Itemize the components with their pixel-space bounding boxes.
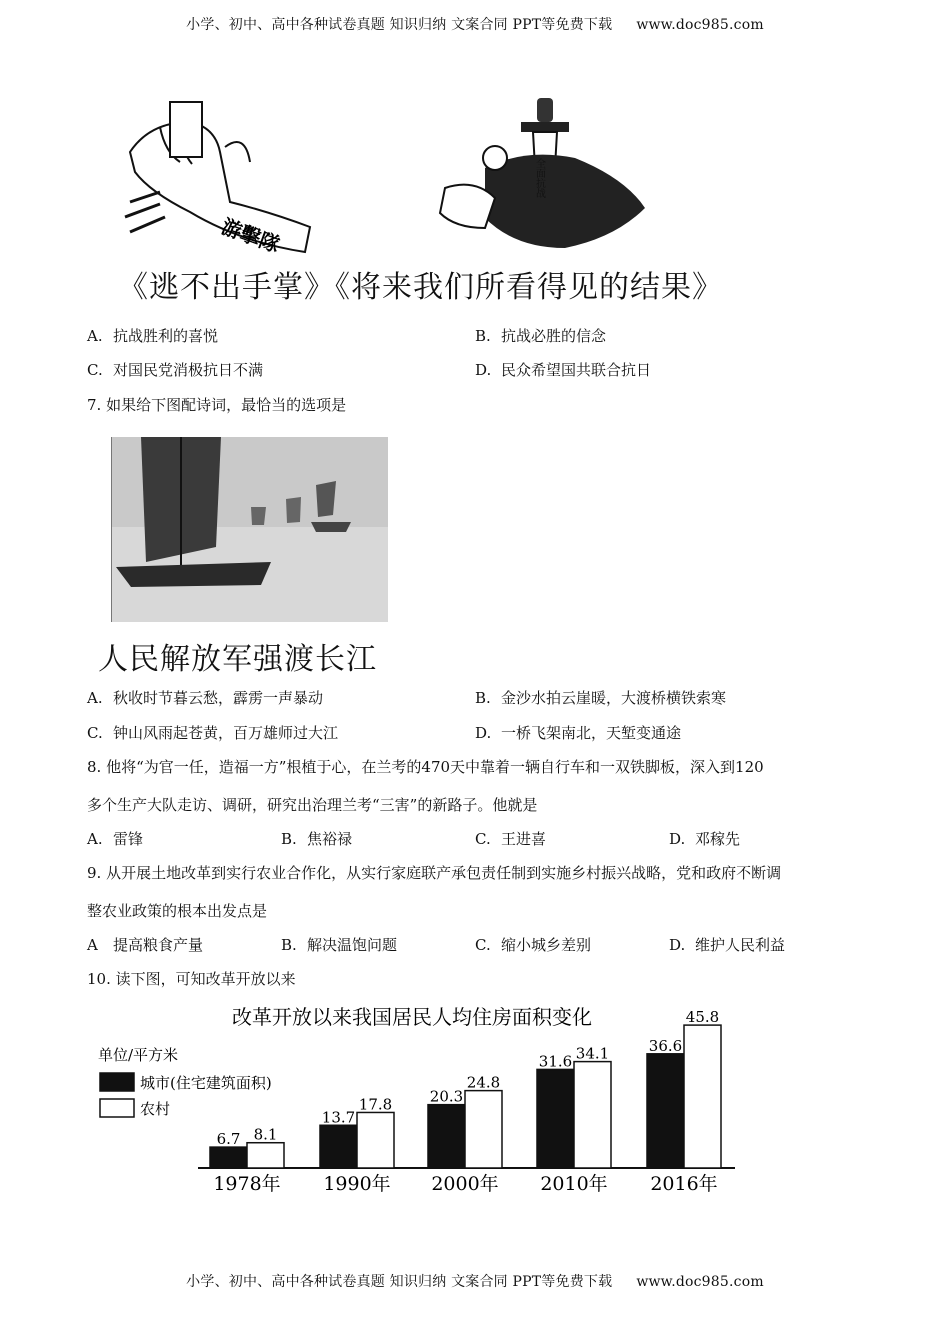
- cartoon-caption: 《逃不出手掌》《将来我们所看得见的结果》: [118, 270, 723, 305]
- q6-option-d[interactable]: D. 民众希望国共联合抗日: [475, 361, 652, 379]
- data-label-city-2010年: 31.6: [538, 1052, 573, 1071]
- data-label-rural-2000年: 24.8: [466, 1073, 501, 1092]
- legend-label-rural: 农村: [140, 1100, 171, 1118]
- q9-option-b[interactable]: B. 解决温饱问题: [281, 936, 398, 954]
- x-tick-label-1990年: 1990年: [323, 1173, 391, 1195]
- bar-city-2016年: [647, 1054, 684, 1168]
- cartoon-sword: [425, 98, 655, 268]
- q10-stem: 10. 读下图，可知改革开放以来: [87, 970, 296, 988]
- page-header: [0, 14, 950, 34]
- q7-stem: 7. 如果给下图配诗词，最恰当的选项是: [87, 396, 347, 414]
- q8-option-d[interactable]: D. 邓稼先: [669, 830, 741, 848]
- q6-option-a[interactable]: A. 抗战胜利的喜悦: [87, 327, 219, 345]
- q7-option-d[interactable]: D. 一桥飞架南北，天堑变通途: [475, 724, 682, 742]
- header-text: 小学、初中、高中各种试卷真题 知识归纳 文案合同 PPT等免费下载: [186, 17, 613, 33]
- bar-city-1978年: [210, 1147, 247, 1168]
- x-tick-label-2000年: 2000年: [431, 1173, 499, 1195]
- bar-city-1990年: [320, 1125, 357, 1168]
- bar-rural-2010年: [574, 1062, 611, 1168]
- footer-text: 小学、初中、高中各种试卷真题 知识归纳 文案合同 PPT等免费下载: [186, 1274, 613, 1290]
- data-label-rural-2010年: 34.1: [575, 1044, 610, 1063]
- legend-swatch-rural: [100, 1099, 134, 1117]
- q9-stem-line1: 9. 从开展土地改革到实行农业合作化，从实行家庭联产承包责任制到实施乡村振兴战略，党和政府不断调: [87, 864, 782, 882]
- x-tick-label-2010年: 2010年: [540, 1173, 608, 1195]
- chart-unit-label: 单位/平方米: [98, 1046, 179, 1064]
- bar-city-2010年: [537, 1069, 574, 1168]
- bar-rural-2016年: [684, 1025, 721, 1168]
- x-tick-label-1978年: 1978年: [213, 1173, 281, 1195]
- q8-option-c[interactable]: C. 王进喜: [475, 830, 547, 848]
- chart-title: 改革开放以来我国居民人均住房面积变化: [232, 1005, 592, 1029]
- q8-stem-line2: 多个生产大队走访、调研，研究出治理兰考“三害”的新路子。他就是: [87, 796, 538, 814]
- q6-option-c[interactable]: C. 对国民党消极抗日不满: [87, 361, 264, 379]
- q7-option-b[interactable]: B. 金沙水拍云崖暖，大渡桥横铁索寒: [475, 689, 727, 707]
- x-tick-label-2016年: 2016年: [650, 1173, 718, 1195]
- data-label-city-2016年: 36.6: [648, 1036, 683, 1055]
- photo-caption: 人民解放军强渡长江: [98, 642, 377, 677]
- bar-rural-1978年: [247, 1143, 284, 1168]
- q9-option-d[interactable]: D. 维护人民利益: [669, 936, 786, 954]
- hand-label: 游擊隊: [218, 214, 283, 258]
- sword-label: 全面抗战: [533, 158, 545, 198]
- q9-option-a[interactable]: A 提高粮食产量: [87, 936, 204, 954]
- data-label-rural-2016年: 45.8: [685, 1008, 720, 1027]
- bar-rural-2000年: [465, 1091, 502, 1168]
- q7-option-c[interactable]: C. 钟山风雨起苍黄，百万雄师过大江: [87, 724, 339, 742]
- footer-site: www.doc985.com: [636, 1274, 764, 1290]
- page-footer: [0, 1271, 950, 1291]
- q6-option-b[interactable]: B. 抗战必胜的信念: [475, 327, 607, 345]
- cartoon-hand: [120, 92, 320, 262]
- bar-rural-1990年: [357, 1112, 394, 1168]
- q8-stem-line1: 8. 他将“为官一任，造福一方”根植于心，在兰考的470天中靠着一辆自行车和一双铁脚板，深入到120: [87, 758, 764, 776]
- legend-label-city: 城市(住宅建筑面积): [140, 1074, 272, 1092]
- data-label-rural-1978年: 8.1: [253, 1125, 278, 1144]
- header-site: www.doc985.com: [636, 17, 764, 33]
- q8-option-a[interactable]: A. 雷锋: [87, 830, 144, 848]
- q9-option-c[interactable]: C. 缩小城乡差别: [475, 936, 592, 954]
- river-crossing-illustration: [111, 437, 388, 622]
- legend-swatch-city: [100, 1073, 134, 1091]
- data-label-city-1978年: 6.7: [216, 1130, 241, 1149]
- river-crossing-photo: [111, 437, 388, 622]
- housing-area-chart: [90, 998, 750, 1198]
- bar-city-2000年: [428, 1105, 465, 1168]
- q7-option-a[interactable]: A. 秋收时节暮云愁，霹雳一声暴动: [87, 689, 324, 707]
- data-label-rural-1990年: 17.8: [358, 1095, 393, 1114]
- data-label-city-1990年: 13.7: [321, 1108, 356, 1127]
- data-label-city-2000年: 20.3: [429, 1087, 464, 1106]
- q8-option-b[interactable]: B. 焦裕禄: [281, 830, 353, 848]
- q9-stem-line2: 整农业政策的根本出发点是: [87, 902, 268, 920]
